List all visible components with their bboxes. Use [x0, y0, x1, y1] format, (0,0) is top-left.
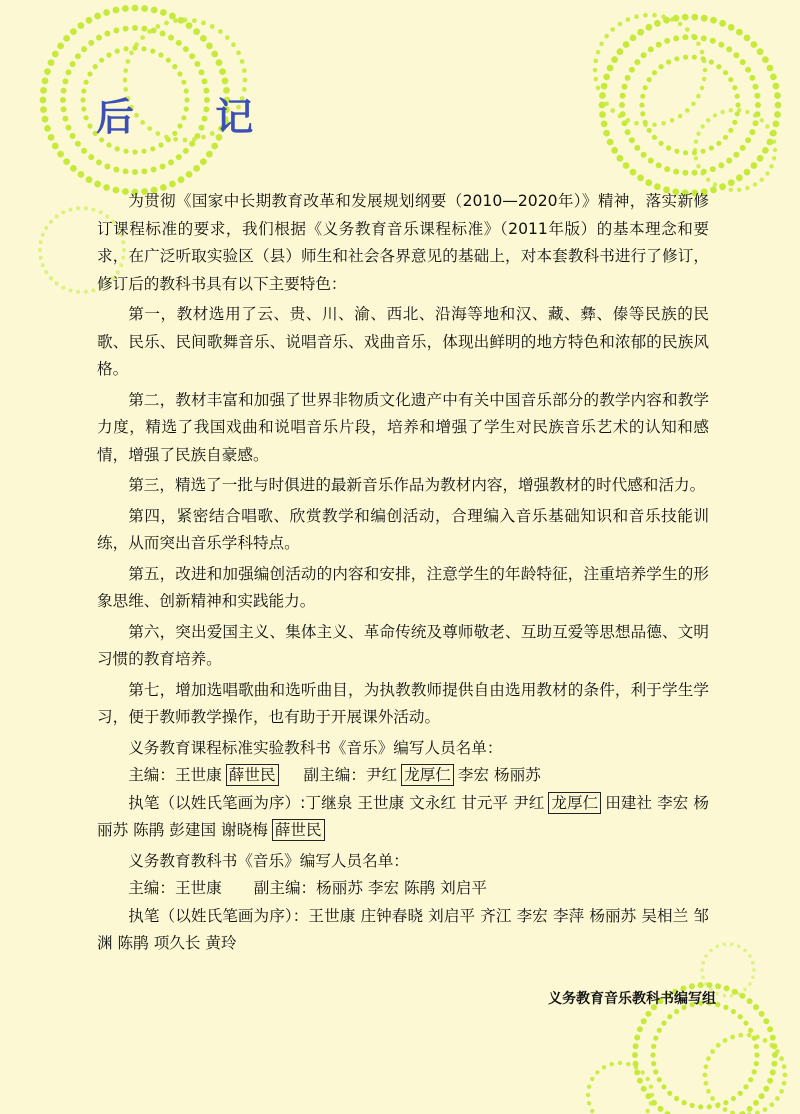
chief-editor-label: 主编：王世康 — [128, 879, 222, 897]
writers-label: 执笔（以姓氏笔画为序）:丁继泉 王世康 文永红 甘元平 尹红 — [128, 793, 545, 812]
intro-paragraph: 为贯彻《国家中长期教育改革和发展规划纲要（2010—2020年）》精神，落实新修订课程标准的要求，我们根据《义务教育音乐课程标准》（2011年版）的基本理念和要求，在广泛听取实验区（县）师生和社会各界意见的基础上，对本套教科书进行了修订，修订后的教科书具有以下主要特色： — [97, 192, 709, 293]
deputy-editor-label: 副主编：尹红 — [303, 766, 398, 784]
signature: 义务教育音乐教科书编写组 — [548, 991, 716, 1007]
feature-paragraph: 第六，突出爱国主义、集体主义、革命传统及尊师敬老、互助互爱等思想品德、文明习惯的教育培养。 — [97, 622, 709, 668]
feature-paragraph: 第三，精选了一批与时俱进的最新音乐作品为教材内容，增强教材的时代感和活力。 — [128, 476, 706, 494]
chief-editor-label: 主编：王世康 — [128, 766, 222, 784]
writers-line — [97, 790, 709, 845]
feature-paragraph: 第四，紧密结合唱歌、欣赏教学和编创活动，合理编入音乐基础知识和音乐技能训练，从而突出音乐学科特点。 — [97, 506, 709, 552]
staff-list-heading: 义务教育课程标准实验教科书《音乐》编写人员名单： — [128, 738, 503, 757]
deputy-editor-rest: 李宏 杨丽苏 — [457, 766, 541, 784]
boxed-name: 龙厚仁 — [401, 764, 454, 786]
dotted-ring — [639, 55, 740, 156]
chief-editor-line — [97, 762, 709, 790]
writers-names: 田建社 李宏 杨丽苏 陈鹃 彭建国 谢晓梅 — [97, 793, 709, 839]
boxed-name: 薛世民 — [272, 819, 325, 841]
deputy-editor-label: 副主编：杨丽苏 李宏 陈鹃 刘启平 — [253, 879, 487, 897]
feature-paragraph: 第五，改进和加强编创活动的内容和安排，注意学生的年龄特征，注重培养学生的形象思维、创新精神和实践能力。 — [97, 564, 709, 610]
writers-line: 执笔（以姓氏笔画为序）：王世康 庄钟春晓 刘启平 齐江 李宏 李萍 杨丽苏 吴相兰 邹渊 陈鹃 项久长 黄玲 — [97, 906, 709, 952]
staff-list-heading: 义务教育教科书《音乐》编写人员名单： — [128, 851, 409, 870]
afterword-body — [97, 188, 709, 961]
chief-editor-line — [97, 875, 709, 903]
boxed-name: 龙厚仁 — [548, 792, 601, 814]
feature-paragraph: 第一，教材选用了云、贵、川、渝、西北、沿海等地和汉、藏、彝、傣等民族的民歌、民乐、民间歌舞音乐、说唱音乐、戏曲音乐，体现出鲜明的地方特色和浓郁的民族风格。 — [97, 305, 709, 378]
boxed-name: 薛世民 — [226, 764, 279, 786]
feature-paragraph: 第二，教材丰富和加强了世界非物质文化遗产中有关中国音乐部分的教学内容和教学力度，精选了我国戏曲和说唱音乐片段，培养和增强了学生对民族音乐艺术的认知和感情，增强了民族自豪感。 — [97, 390, 709, 464]
page-title: 后 记 — [96, 95, 288, 139]
dotted-ring — [650, 1001, 759, 1110]
dotted-ring — [599, 14, 782, 197]
feature-paragraph: 第七，增加选唱歌曲和选听曲目，为执教教师提供自由选用教材的条件，利于学生学习，便于教师教学操作，也有助于开展课外活动。 — [97, 680, 709, 726]
